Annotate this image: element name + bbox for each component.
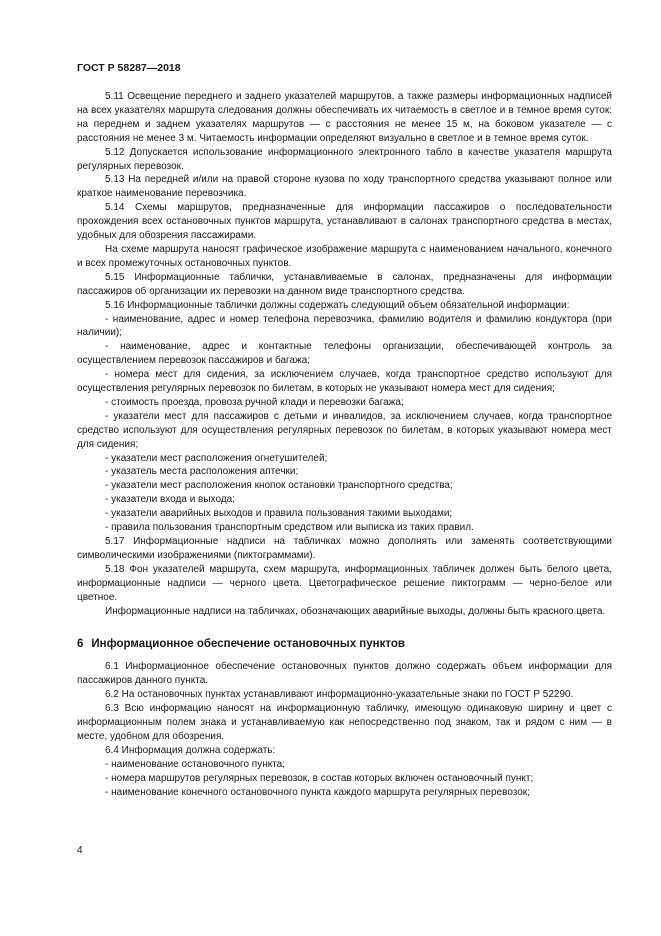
list-item: - наименование конечного остановочного пункта каждого маршрута регулярных перевозок; xyxy=(105,786,530,798)
list-item: - правила пользования транспортным средством или выписка из таких правил. xyxy=(105,522,474,534)
list-item: - указатели мест расположения огнетушителей; xyxy=(105,452,328,464)
list-item: - наименование остановочного пункта; xyxy=(105,758,286,770)
list-item: - указатели мест для пассажиров с детьми и инвалидов, за исключением случаев, когда транспортное средство используют для осуществления регулярных перевозок по билетам, в которых указывают номера мест для сидения; xyxy=(77,410,612,450)
list-item: - номера маршрутов регулярных перевозок, в состав которых включен остановочный пункт; xyxy=(105,772,534,784)
paragraph-6-2: 6.2 На остановочных пунктах устанавливают информационно-указательные знаки по ГОСТ Р 52290. xyxy=(105,689,574,701)
section-number: 6 xyxy=(77,638,84,651)
paragraph-5-18: 5.18 Фон указателей маршрута, схем маршрута, информационных табличек должен быть белого цвета, информационные надписи — черного цвета. Цветографическое решение пиктограмм — черно-белое или цветное. xyxy=(77,563,612,603)
page-number: 4 xyxy=(77,845,83,856)
list-item: - указатели аварийных выходов и правила пользования такими выходами; xyxy=(105,508,453,520)
document-header: ГОСТ Р 58287—2018 xyxy=(77,62,181,74)
paragraph-6-4: 6.4 Информация должна содержать: xyxy=(105,744,276,756)
list-item: - указатели входа и выхода; xyxy=(105,494,235,506)
paragraph-5-17: 5.17 Информационные надписи на табличках можно дополнять или заменять соответствующими символическими изображениями (пиктограммами). xyxy=(77,536,612,561)
list-item: - стоимость проезда, провоза ручной клади и перевозки багажа; xyxy=(105,396,404,408)
list-item: - указатели мест расположения кнопок остановки транспортного средства; xyxy=(105,480,453,492)
paragraph-5-16: 5.16 Информационные таблички должны содержать следующий объем обязательной информации: xyxy=(105,299,570,311)
document-body xyxy=(77,90,612,799)
paragraph-route-scheme: На схеме маршрута наносят графическое изображение маршрута с наименованием начального, конечного и всех промежуточных остановочных пунктов. xyxy=(77,243,612,269)
paragraph-5-14: 5.14 Схемы маршрутов, предназначенные для информации пассажиров о последовательности прохождения всех остановочных пунктов маршрута, устанавливают в салонах транспортного средства в местах, удобных для обозрения пассажирами. xyxy=(77,202,612,242)
list-item: - указатель места расположения аптечки; xyxy=(105,466,299,478)
list-item: - наименование, адрес и номер телефона перевозчика, фамилию водителя и фамилию кондуктора (при наличии); xyxy=(77,313,612,339)
paragraph-6-1: 6.1 Информационное обеспечение остановочных пунктов должно содержать объем информации для пассажиров данного пункта. xyxy=(77,661,612,687)
paragraph-5-15: 5.15 Информационные таблички, устанавливаемые в салонах, предназначены для информации пассажиров об организации их перевозки на данном виде транспортного средства. xyxy=(77,271,612,297)
list-item: - наименование, адрес и контактные телефоны организации, обеспечивающей контроль за осуществлением перевозок пассажиров и багажа; xyxy=(77,341,612,367)
paragraph-5-12: 5.12 Допускается использование информационного электронного табло в качестве указателя маршрута регулярных перевозок. xyxy=(77,146,612,172)
section-title: Информационное обеспечение остановочных пунктов xyxy=(91,638,405,651)
list-item: - номера мест для сидения, за исключением случаев, когда транспортное средство используют для осуществления регулярных перевозок по билетам, в которых не указывают номера мест для сидения; xyxy=(77,369,612,395)
paragraph-emergency-exits: Информационные надписи на табличках, обозначающих аварийные выходы, должны быть красного цвета. xyxy=(105,605,606,617)
paragraph-6-3: 6.3 Всю информацию наносят на информационную табличку, имеющую одинаковую ширину и цвет с информационным полем знака и устанавливаемую как непосредственно под знаком, так и рядом с ним — в месте, удобном для обозрения. xyxy=(77,703,612,742)
paragraph-5-13: 5.13 На передней и/или на правой стороне кузова по ходу транспортного средства указывают полное или краткое наименование перевозчика. xyxy=(77,174,612,200)
paragraph-5-11: 5.11 Освещение переднего и заднего указателей маршрутов, а также размеры информационных надписей на всех указателях маршрута следования должны обеспечивать их читаемость в светлое и в темное время суток: на переднем и заднем указателях маршрутов — с расстояния не менее 15 м, на боковом указателе — с расстояния не менее 3 м. Читаемость информации определяют визуально в светлое и в темное время суток. xyxy=(77,91,612,144)
section-heading xyxy=(77,638,612,652)
